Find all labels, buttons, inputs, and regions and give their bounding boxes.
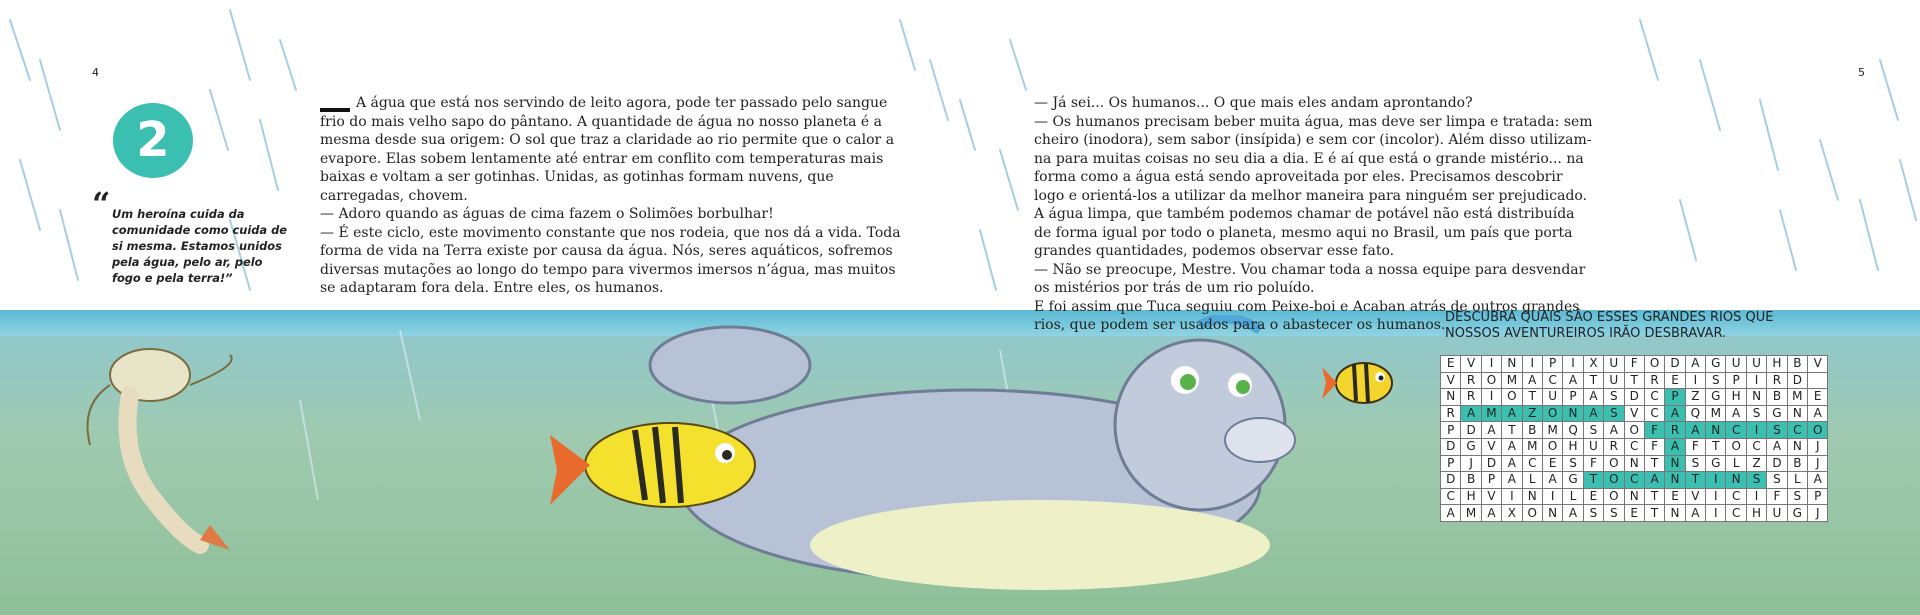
word-search-cell[interactable]: B [1522, 422, 1542, 439]
word-search-cell[interactable]: N [1665, 455, 1685, 472]
word-search-cell[interactable]: O [1624, 422, 1644, 439]
word-search-cell[interactable]: D [1767, 455, 1787, 472]
word-search-cell[interactable]: A [1665, 405, 1685, 422]
word-search-cell[interactable]: A [1583, 405, 1603, 422]
word-search-cell[interactable]: A [1481, 505, 1501, 522]
word-search-cell[interactable]: Z [1522, 405, 1542, 422]
word-search-cell[interactable]: O [1808, 422, 1828, 439]
word-search-cell[interactable]: C [1441, 488, 1461, 505]
word-search-cell[interactable]: C [1624, 472, 1644, 489]
word-search-cell[interactable]: P [1665, 389, 1685, 406]
word-search-cell[interactable]: E [1583, 488, 1603, 505]
word-search-cell[interactable]: I [1746, 488, 1766, 505]
word-search-cell[interactable]: B [1767, 389, 1787, 406]
word-search-cell[interactable]: M [1787, 389, 1807, 406]
word-search-cell[interactable]: O [1726, 438, 1746, 455]
word-search-cell[interactable]: C [1746, 438, 1766, 455]
word-search-cell[interactable]: T [1644, 455, 1664, 472]
word-search-cell[interactable]: L [1726, 455, 1746, 472]
word-search-cell[interactable]: M [1706, 405, 1726, 422]
word-search-cell[interactable]: F [1644, 422, 1664, 439]
word-search-cell[interactable]: V [1441, 372, 1461, 389]
right-paragraph: E foi assim que Tuca seguiu com Peixe-boi e Acaban atrás de outros grandes rios, que podem ser usados para o abastecer os humanos. [1034, 298, 1580, 333]
word-search-cell[interactable]: D [1441, 472, 1461, 489]
word-search-cell[interactable]: A [1563, 505, 1583, 522]
word-search-cell[interactable]: Q [1685, 405, 1705, 422]
word-search-cell[interactable]: N [1624, 488, 1644, 505]
quote-mark: “ [92, 185, 111, 223]
word-search-cell[interactable]: T [1685, 472, 1705, 489]
word-search-cell[interactable]: U [1746, 356, 1766, 373]
word-search-cell[interactable]: S [1746, 405, 1766, 422]
word-search-cell[interactable]: F [1583, 455, 1603, 472]
word-search-cell[interactable]: S [1767, 472, 1787, 489]
word-search-cell[interactable]: A [1563, 372, 1583, 389]
word-search-cell[interactable]: V [1808, 356, 1828, 373]
word-search-cell[interactable]: O [1522, 505, 1542, 522]
left-paragraph: — Adoro quando as águas de cima fazem o Solimões borbulhar! [320, 206, 774, 222]
word-search-cell[interactable]: P [1563, 389, 1583, 406]
word-search-cell[interactable]: S [1583, 505, 1603, 522]
right-paragraph: A água limpa, que também podemos chamar de potável não está distribuída de forma igual por todo o planeta, mesmo aqui no Brasil, um país que porta grandes quantidades, podemos observar esse fato. [1034, 206, 1575, 259]
word-search-cell[interactable]: N [1706, 422, 1726, 439]
word-search-cell[interactable]: P [1441, 422, 1461, 439]
right-paragraph: — Os humanos precisam beber muita água, mas deve ser limpa e tratada: sem cheiro (inodora), sem sabor (insípida) e sem cor (incolor). Além disso utilizam-na para muitas coisas no seu dia a dia. E é aí que está o grande mistério... na forma como a água está sendo aproveitada por eles. Precisamos descobrir logo e orientá-los a utilizar da melhor maneira para ninguém ser prejudicado. [1034, 113, 1593, 204]
word-search-cell[interactable]: R [1665, 422, 1685, 439]
word-search-cell[interactable]: T [1644, 488, 1664, 505]
word-search-cell[interactable]: R [1767, 372, 1787, 389]
word-search-row [1441, 488, 1828, 505]
word-search-cell[interactable]: G [1706, 356, 1726, 373]
word-search-cell[interactable]: D [1624, 389, 1644, 406]
word-search-cell[interactable]: G [1706, 455, 1726, 472]
word-search-cell[interactable]: N [1787, 405, 1807, 422]
word-search-cell[interactable]: S [1604, 389, 1624, 406]
word-search-cell[interactable]: A [1767, 438, 1787, 455]
word-search-cell[interactable]: L [1522, 472, 1542, 489]
word-search-cell[interactable]: I [1706, 472, 1726, 489]
word-search-cell[interactable]: I [1746, 372, 1766, 389]
left-text-column [320, 94, 910, 298]
word-search-cell[interactable]: A [1441, 505, 1461, 522]
word-search-cell[interactable]: I [1522, 356, 1542, 373]
word-search-cell[interactable]: H [1726, 389, 1746, 406]
word-search-row [1441, 405, 1828, 422]
word-search-cell[interactable]: P [1726, 372, 1746, 389]
word-search-cell[interactable]: F [1624, 356, 1644, 373]
word-search-cell[interactable]: T [1706, 438, 1726, 455]
word-search-cell[interactable]: C [1522, 455, 1542, 472]
word-search-cell[interactable]: T [1624, 372, 1644, 389]
left-paragraph: A água que está nos servindo de leito agora, pode ter passado pelo sangue frio do mais velho sapo do pântano. A quantidade de água no nosso planeta é a mesma desde sua origem: O sol que traz a claridade ao rio permite que o calor a evapore. Elas sobem lentamente até entrar em conflito com temperaturas mais baixas e voltam a ser gotinhas. Unidas, as gotinhas formam nuvens, que carregadas, chovem. [320, 95, 895, 204]
word-search-cell[interactable]: O [1644, 356, 1664, 373]
word-search-cell[interactable]: U [1542, 389, 1562, 406]
jellyfish-creature [70, 345, 250, 555]
word-search-cell[interactable]: C [1787, 422, 1807, 439]
word-search-cell[interactable]: P [1441, 455, 1461, 472]
word-search-cell[interactable]: R [1644, 372, 1664, 389]
word-search-cell[interactable]: V [1461, 356, 1481, 373]
word-search-cell[interactable]: T [1522, 389, 1542, 406]
word-search-cell[interactable]: D [1665, 356, 1685, 373]
word-search-cell[interactable]: N [1665, 472, 1685, 489]
word-search-title: DESCUBRA QUAIS SÃO ESSES GRANDES RIOS QUE NOSSOS AVENTUREIROS IRÃO DESBRAVAR. [1445, 310, 1774, 341]
word-search-cell[interactable]: M [1461, 505, 1481, 522]
word-search-cell[interactable]: A [1502, 438, 1522, 455]
word-search-cell[interactable]: O [1542, 438, 1562, 455]
word-search-cell[interactable]: A [1685, 505, 1705, 522]
word-search-cell[interactable]: A [1502, 405, 1522, 422]
word-search-cell[interactable]: M [1542, 422, 1562, 439]
word-search-cell[interactable]: V [1481, 438, 1501, 455]
word-search-cell[interactable]: I [1746, 422, 1766, 439]
word-search-cell[interactable]: P [1481, 472, 1501, 489]
word-search-cell[interactable]: A [1726, 405, 1746, 422]
word-search-cell[interactable]: N [1787, 438, 1807, 455]
word-search-cell[interactable]: A [1522, 372, 1542, 389]
word-search-cell[interactable]: O [1604, 472, 1624, 489]
page-number-left: 4 [92, 66, 99, 79]
word-search-cell[interactable]: N [1563, 405, 1583, 422]
word-search-row [1441, 422, 1828, 439]
word-search-cell[interactable]: S [1583, 422, 1603, 439]
word-search-cell[interactable]: S [1563, 455, 1583, 472]
word-search-cell[interactable]: G [1787, 505, 1807, 522]
word-search-cell[interactable]: B [1787, 455, 1807, 472]
word-search-cell[interactable]: I [1685, 372, 1705, 389]
word-search-row [1441, 438, 1828, 455]
chapter-quote: Um heroína cuida da comunidade como cuida de si mesma. Estamos unidos pela água, pelo ar, pelo fogo e pela terra!” [112, 207, 287, 285]
word-search-cell[interactable]: D [1441, 438, 1461, 455]
word-search-cell[interactable]: A [1502, 455, 1522, 472]
word-search-cell[interactable]: S [1767, 422, 1787, 439]
word-search-cell[interactable]: O [1542, 405, 1562, 422]
word-search-cell[interactable]: N [1502, 356, 1522, 373]
word-search-cell[interactable]: L [1787, 472, 1807, 489]
word-search-cell[interactable]: F [1767, 488, 1787, 505]
word-search-cell[interactable]: U [1583, 438, 1603, 455]
word-search-cell[interactable]: I [1481, 356, 1501, 373]
word-search-cell[interactable]: O [1481, 372, 1501, 389]
word-search-cell[interactable]: G [1767, 405, 1787, 422]
word-search-cell[interactable]: E [1624, 505, 1644, 522]
word-search-cell[interactable]: U [1726, 356, 1746, 373]
word-search-cell[interactable]: R [1461, 372, 1481, 389]
word-search-cell[interactable]: A [1808, 472, 1828, 489]
right-paragraph: — Já sei... Os humanos... O que mais eles andam aprontando? [1034, 95, 1473, 111]
right-paragraph: — Não se preocupe, Mestre. Vou chamar toda a nossa equipe para desvendar os mistérios por trás de um rio poluído. [1034, 261, 1586, 296]
word-search-cell[interactable]: U [1604, 372, 1624, 389]
word-search-cell[interactable]: I [1706, 488, 1726, 505]
word-search-cell[interactable]: P [1542, 356, 1562, 373]
word-search-cell[interactable]: B [1461, 472, 1481, 489]
word-search-cell[interactable]: T [1502, 422, 1522, 439]
yellow-fish [545, 415, 770, 520]
word-search-cell[interactable]: Z [1685, 389, 1705, 406]
word-search-cell[interactable]: A [1808, 405, 1828, 422]
word-search-cell[interactable]: X [1502, 505, 1522, 522]
word-search-cell[interactable]: J [1461, 455, 1481, 472]
word-search-cell[interactable]: X [1583, 356, 1603, 373]
word-search-cell[interactable]: A [1461, 405, 1481, 422]
word-search-cell[interactable]: S [1604, 505, 1624, 522]
word-search-cell[interactable]: S [1787, 488, 1807, 505]
word-search-cell[interactable]: H [1563, 438, 1583, 455]
word-search-cell[interactable]: R [1461, 389, 1481, 406]
word-search-cell[interactable]: A [1665, 438, 1685, 455]
word-search-cell[interactable]: S [1604, 405, 1624, 422]
word-search-cell[interactable]: D [1461, 422, 1481, 439]
word-search-cell[interactable]: O [1604, 455, 1624, 472]
word-search-cell[interactable]: P [1808, 488, 1828, 505]
word-search-cell[interactable]: I [1481, 389, 1501, 406]
word-search-cell[interactable]: T [1644, 505, 1664, 522]
word-search-cell[interactable]: G [1563, 472, 1583, 489]
word-search-cell[interactable]: R [1441, 405, 1461, 422]
word-search-cell[interactable]: E [1441, 356, 1461, 373]
chapter-number-badge: 2 [113, 103, 193, 178]
word-search-cell[interactable]: E [1665, 372, 1685, 389]
word-search-cell[interactable]: C [1624, 438, 1644, 455]
word-search-cell[interactable]: F [1644, 438, 1664, 455]
word-search-cell[interactable]: T [1583, 472, 1603, 489]
word-search-cell[interactable]: A [1583, 389, 1603, 406]
left-paragraph: — É este ciclo, este movimento constante que nos rodeia, que nos dá a vida. Toda forma de vida na Terra existe por causa da água. Nós, seres aquáticos, sofremos diversas mutações ao longo do tempo para vivermos imersos n’água, mas muitos se adaptaram fora dela. Entre eles, os humanos. [320, 224, 901, 296]
word-search-row [1441, 505, 1828, 522]
word-search-cell[interactable]: D [1787, 372, 1807, 389]
word-search-cell[interactable]: C [1726, 422, 1746, 439]
word-search-cell[interactable]: S [1706, 372, 1726, 389]
word-search-row [1441, 389, 1828, 406]
word-search-cell[interactable]: U [1767, 505, 1787, 522]
word-search-cell[interactable]: E [1665, 488, 1685, 505]
word-search-cell[interactable]: A [1685, 422, 1705, 439]
word-search-cell[interactable]: M [1481, 405, 1501, 422]
word-search-cell[interactable]: G [1706, 389, 1726, 406]
word-search-cell[interactable]: A [1644, 472, 1664, 489]
word-search-cell[interactable]: O [1502, 389, 1522, 406]
word-search-cell[interactable]: A [1502, 472, 1522, 489]
word-search-cell[interactable]: A [1604, 422, 1624, 439]
word-search-cell[interactable]: B [1787, 356, 1807, 373]
word-search-cell[interactable]: J [1808, 455, 1828, 472]
word-search-cell[interactable]: H [1767, 356, 1787, 373]
word-search-cell[interactable]: N [1726, 472, 1746, 489]
word-search-cell[interactable]: N [1522, 488, 1542, 505]
word-search-cell[interactable] [1808, 372, 1828, 389]
word-search-row [1441, 356, 1828, 373]
word-search-cell[interactable]: D [1481, 455, 1501, 472]
word-search-cell[interactable]: J [1808, 438, 1828, 455]
word-search-cell[interactable]: A [1542, 472, 1562, 489]
word-search-cell[interactable]: Z [1746, 455, 1766, 472]
word-search-cell[interactable]: H [1746, 505, 1766, 522]
word-search-cell[interactable]: H [1461, 488, 1481, 505]
word-search-cell[interactable]: F [1685, 438, 1705, 455]
word-search-cell[interactable]: T [1583, 372, 1603, 389]
word-search-cell[interactable]: O [1604, 488, 1624, 505]
word-search-row [1441, 472, 1828, 489]
word-search-cell[interactable]: R [1604, 438, 1624, 455]
word-search-cell[interactable]: J [1808, 505, 1828, 522]
word-search-cell[interactable]: G [1461, 438, 1481, 455]
word-search-cell[interactable]: A [1685, 356, 1705, 373]
word-search-cell[interactable]: E [1542, 455, 1562, 472]
right-text-column [1034, 94, 1594, 335]
word-search-cell[interactable]: C [1644, 389, 1664, 406]
word-search-grid [1440, 355, 1828, 522]
word-search-cell[interactable]: N [1746, 389, 1766, 406]
word-search-cell[interactable]: C [1726, 488, 1746, 505]
word-search-cell[interactable]: I [1563, 356, 1583, 373]
word-search-cell[interactable]: V [1624, 405, 1644, 422]
word-search-row [1441, 455, 1828, 472]
word-search-cell[interactable]: I [1502, 488, 1522, 505]
word-search-cell[interactable]: N [1542, 505, 1562, 522]
word-search-cell[interactable]: L [1563, 488, 1583, 505]
page-number-right: 5 [1858, 66, 1865, 79]
word-search-cell[interactable]: C [1726, 505, 1746, 522]
word-search-cell[interactable]: I [1706, 505, 1726, 522]
word-search-cell[interactable]: I [1542, 488, 1562, 505]
word-search-cell[interactable]: E [1808, 389, 1828, 406]
word-search-cell[interactable]: N [1665, 505, 1685, 522]
word-search-cell[interactable]: V [1481, 488, 1501, 505]
small-yellow-fish [1322, 355, 1397, 410]
word-search-cell[interactable]: M [1522, 438, 1542, 455]
word-search-cell[interactable]: N [1624, 455, 1644, 472]
word-search-row [1441, 372, 1828, 389]
word-search-cell[interactable]: M [1502, 372, 1522, 389]
word-search-cell[interactable]: V [1685, 488, 1705, 505]
word-search-cell[interactable]: C [1644, 405, 1664, 422]
word-search-cell[interactable]: Q [1563, 422, 1583, 439]
word-search-cell[interactable]: N [1441, 389, 1461, 406]
word-search-cell[interactable]: A [1481, 422, 1501, 439]
word-search-cell[interactable]: S [1685, 455, 1705, 472]
word-search-cell[interactable]: C [1542, 372, 1562, 389]
word-search-cell[interactable]: S [1746, 472, 1766, 489]
word-search-cell[interactable]: U [1604, 356, 1624, 373]
